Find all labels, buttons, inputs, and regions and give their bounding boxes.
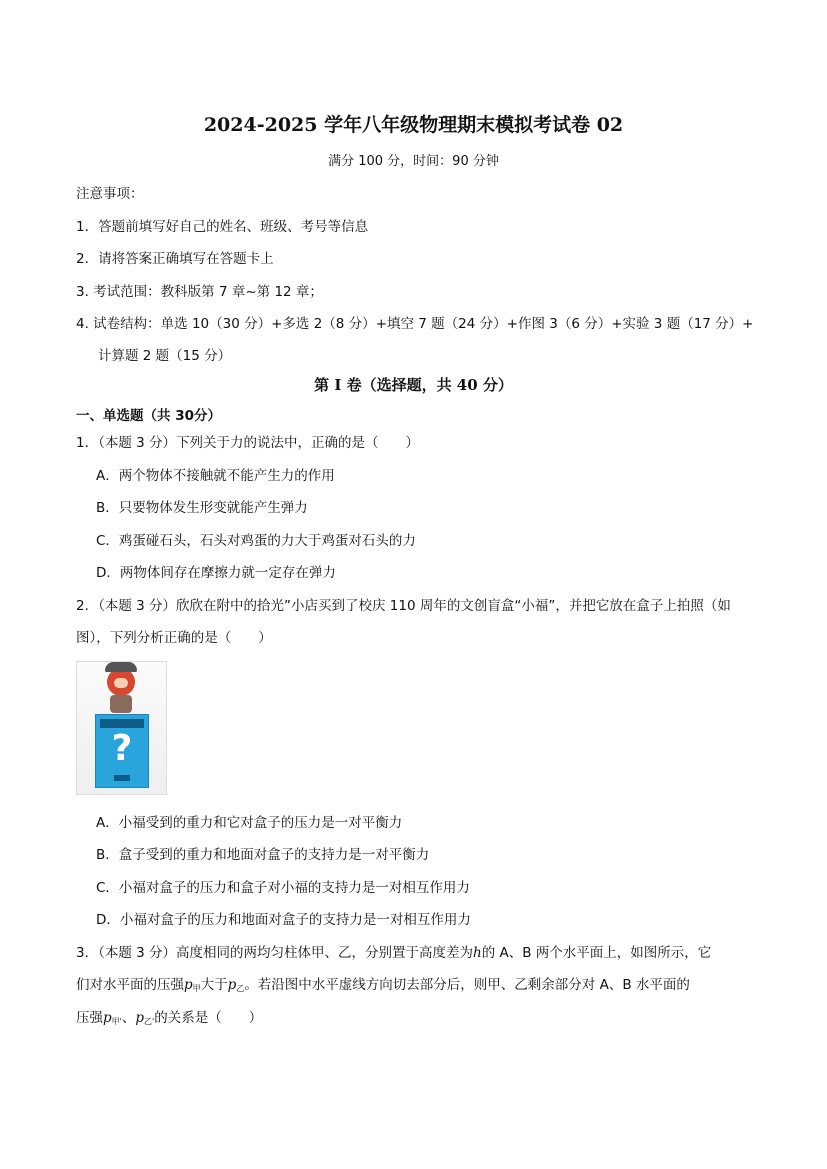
blind-box: [95, 714, 149, 788]
question-2-option-b: B．盒子受到的重力和地面对盒子的支持力是一对平衡力: [96, 847, 430, 863]
q3-line2-a: 们对水平面的压强: [76, 977, 184, 993]
question-3-stem-line3: [76, 1006, 262, 1027]
question-2-stem-line2: 图），下列分析正确的是（ ）: [76, 630, 272, 646]
question-2-stem-line1: 2．（本题 3 分）欣欣在附中的拾光”小店买到了校庆 110 周年的文创盲盒“小福”，并把它放在盒子上拍照（如: [76, 598, 731, 614]
question-2-option-c: C．小福对盒子的压力和盒子对小福的支持力是一对相互作用力: [96, 880, 470, 896]
q3-sep: 、: [121, 1010, 136, 1026]
notes-heading: 注意事项：: [76, 186, 144, 202]
exam-subtitle: 满分 100 分，时间：90 分钟: [328, 154, 499, 169]
q3-line1-b: 的 A、B 两个水平面上，如图所示，它: [481, 945, 712, 961]
figurine-body: [110, 695, 132, 713]
question-2-option-a: A．小福受到的重力和它对盒子的压力是一对平衡力: [96, 815, 403, 831]
q3-p-yi-prime: $p_{乙'}$: [135, 1010, 155, 1026]
q3-h-var: h: [473, 945, 482, 961]
section-title: 第 I 卷（选择题，共 40 分）: [314, 376, 513, 394]
q3-line1-a: 3．（本题 3 分）高度相同的两均匀柱体甲、乙，分别置于高度差为: [76, 945, 474, 961]
note-item-4: 4. 试卷结构：单选 10（30 分）+多选 2（8 分）+填空 7 题（24 分）+作图 3（6 分）+实验 3 题（17 分）+: [76, 316, 754, 332]
q3-p-jia-prime: $p_{甲'}$: [103, 1010, 122, 1026]
question-1-option-c: C．鸡蛋碰石头，石头对鸡蛋的力大于鸡蛋对石头的力: [96, 533, 416, 549]
blind-box-photo: [76, 661, 167, 795]
exam-title: 2024-2025 学年八年级物理期末模拟考试卷 02: [203, 114, 624, 136]
note-item-3: 3. 考试范围：教科版第 7 章~第 12 章；: [76, 284, 323, 300]
figurine-hat: [105, 662, 137, 672]
q3-line2-c: 。若沿图中水平虚线方向切去部分后，则甲、乙剩余部分对 A、B 水平面的: [244, 977, 690, 993]
q3-line2-b: 大于: [200, 977, 228, 993]
q3-line3-b: 的关系是（ ）: [154, 1010, 263, 1026]
box-band: [100, 719, 144, 728]
figurine-face: [114, 678, 128, 688]
box-foot: [114, 775, 130, 781]
question-3-stem-line1: [76, 941, 711, 961]
note-item-4-cont: 计算题 2 题（15 分）: [98, 348, 232, 364]
question-mark-icon: ?: [111, 728, 133, 769]
q3-line3-a: 压强: [76, 1010, 103, 1026]
question-1-option-a: A．两个物体不接触就不能产生力的作用: [96, 468, 335, 484]
question-1-option-b: B．只要物体发生形变就能产生弹力: [96, 500, 308, 516]
note-item-2: 2．请将答案正确填写在答题卡上: [76, 251, 274, 267]
note-item-1: 1．答题前填写好自己的姓名、班级、考号等信息: [76, 219, 369, 235]
q3-p-jia: $p_甲$: [184, 977, 201, 993]
q3-p-yi: $p_乙$: [227, 977, 245, 993]
part-heading: 一、单选题（共 30分）: [76, 408, 221, 424]
question-2-option-d: D．小福对盒子的压力和地面对盒子的支持力是一对相互作用力: [96, 912, 471, 928]
question-3-stem-line2: [76, 973, 690, 994]
question-1-stem: 1．（本题 3 分）下列关于力的说法中，正确的是（ ）: [76, 435, 420, 451]
question-1-option-d: D．两物体间存在摩擦力就一定存在弹力: [96, 565, 336, 581]
